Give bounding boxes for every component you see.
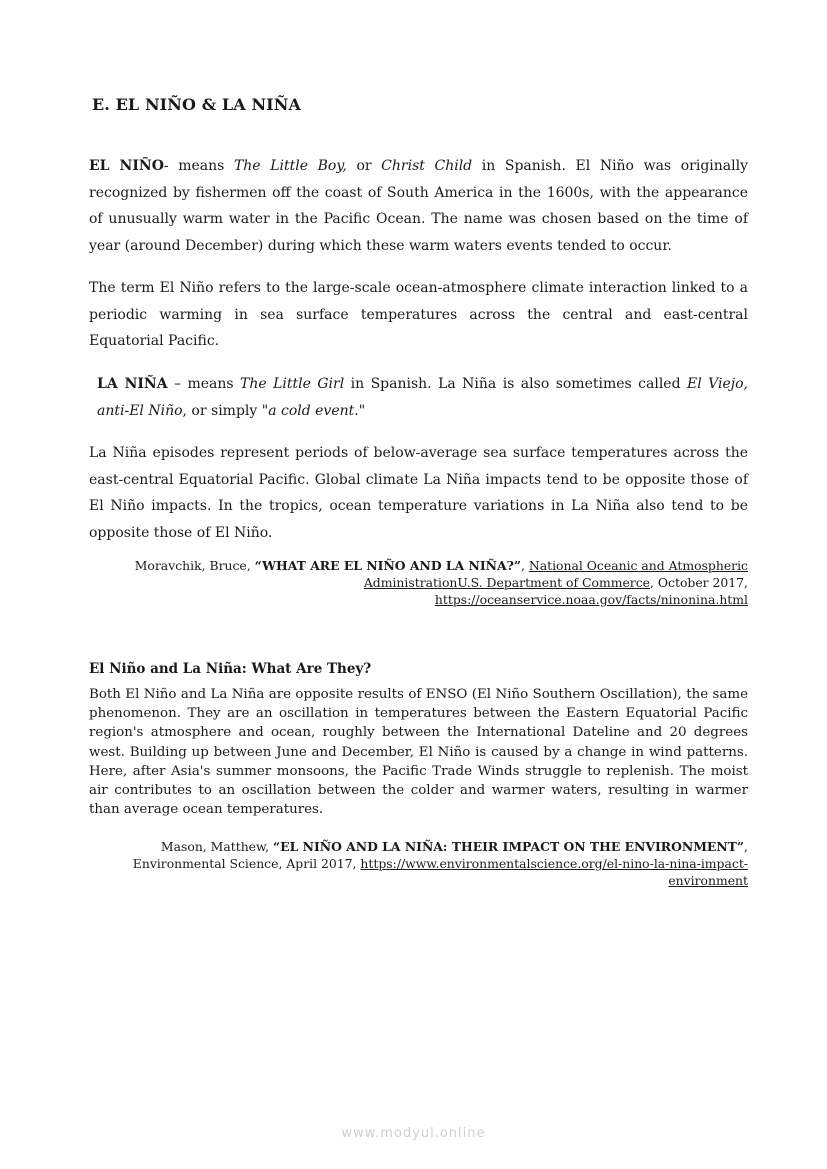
italic-fragment: The Little Girl [240,376,345,392]
la-nina-episodes-paragraph: La Niña episodes represent periods of below-average sea surface temperatures across the east-central Equatorial Pacific. Global climate La Niña impacts tend to be opposite those of El Niño impacts. In the tropics, ocean temperature variations in La Niña also tend to be opposite those of El Niño. [89,445,748,541]
el-nino-paragraph [89,153,748,259]
citation-author: Mason, Matthew, [160,839,274,854]
italic-fragment: Christ Child [381,158,473,174]
citation-url-link[interactable]: https://oceanservice.noaa.gov/facts/ninonina.html [434,592,748,607]
la-nina-paragraph [89,371,748,424]
citation-title: “WHAT ARE EL NIÑO AND LA NIÑA?” [254,558,521,573]
text-fragment: in Spanish. El Niño was originally recognized by fishermen off the coast of South America in the 1600s, with the appearance of unusually warm water in the Pacific Ocean. The name was chosen based on the time of year (around December) during which these warm waters events tended to occur. [89,158,748,254]
text-fragment: in Spanish. La Niña is also sometimes called [344,376,687,392]
watermark: www.modyul.online [341,1126,486,1141]
citation-date: , October 2017, [649,575,748,590]
text-fragment: " [358,402,366,419]
section-heading: El Niño and La Niña: What Are They? [89,661,372,677]
el-nino-term: EL NIÑO [89,158,164,174]
section-body-paragraph: Both El Niño and La Niña are opposite results of ENSO (El Niño Southern Oscillation), the same phenomenon. They are an oscillation in temperatures between the Eastern Equatorial Pacific region's atmosphere and ocean, roughly between the International Dateline and 20 degrees west. Building up between June and December, El Niño is caused by a change in wind patterns. Here, after Asia's summer monsoons, the Pacific Trade Winds struggle to replenish. The moist air contributes to an oscillation between the colder and warmer waters, resulting in warmer than average ocean temperatures. [89,687,748,818]
page-title: E. EL NIÑO & LA NIÑA [92,95,301,114]
la-nina-term: LA NIÑA [97,376,168,392]
el-nino-definition-paragraph: The term El Niño refers to the large-scale ocean-atmosphere climate interaction linked to a periodic warming in sea surface temperatures across the central and east-central Equatorial Pacific. [89,280,748,349]
text-fragment: , [744,839,748,854]
citation-moravchik [89,557,748,608]
citation-mason [89,838,748,889]
text-fragment: - means [163,158,234,174]
citation-publisher-link[interactable]: National Oceanic and Atmospheric AdministrationU.S. Department of Commerce [363,558,748,590]
text-fragment: – means [167,376,241,392]
text-fragment: , or simply " [182,402,269,419]
italic-fragment: El Viejo, anti-El Niño [97,376,748,419]
italic-fragment: The Little Boy, [233,158,347,174]
citation-title: “EL NIÑO AND LA NIÑA: THEIR IMPACT ON THE ENVIRONMENT” [273,839,745,854]
citation-url-link[interactable]: https://www.environmentalscience.org/el-nino-la-nina-impact-environment [360,856,748,888]
text-fragment: or [346,158,382,174]
italic-fragment: a cold event. [268,402,359,419]
citation-author: Moravchik, Bruce, [134,558,255,573]
citation-publisher: Environmental Science, April 2017, [132,856,361,871]
text-fragment: , [520,558,529,573]
